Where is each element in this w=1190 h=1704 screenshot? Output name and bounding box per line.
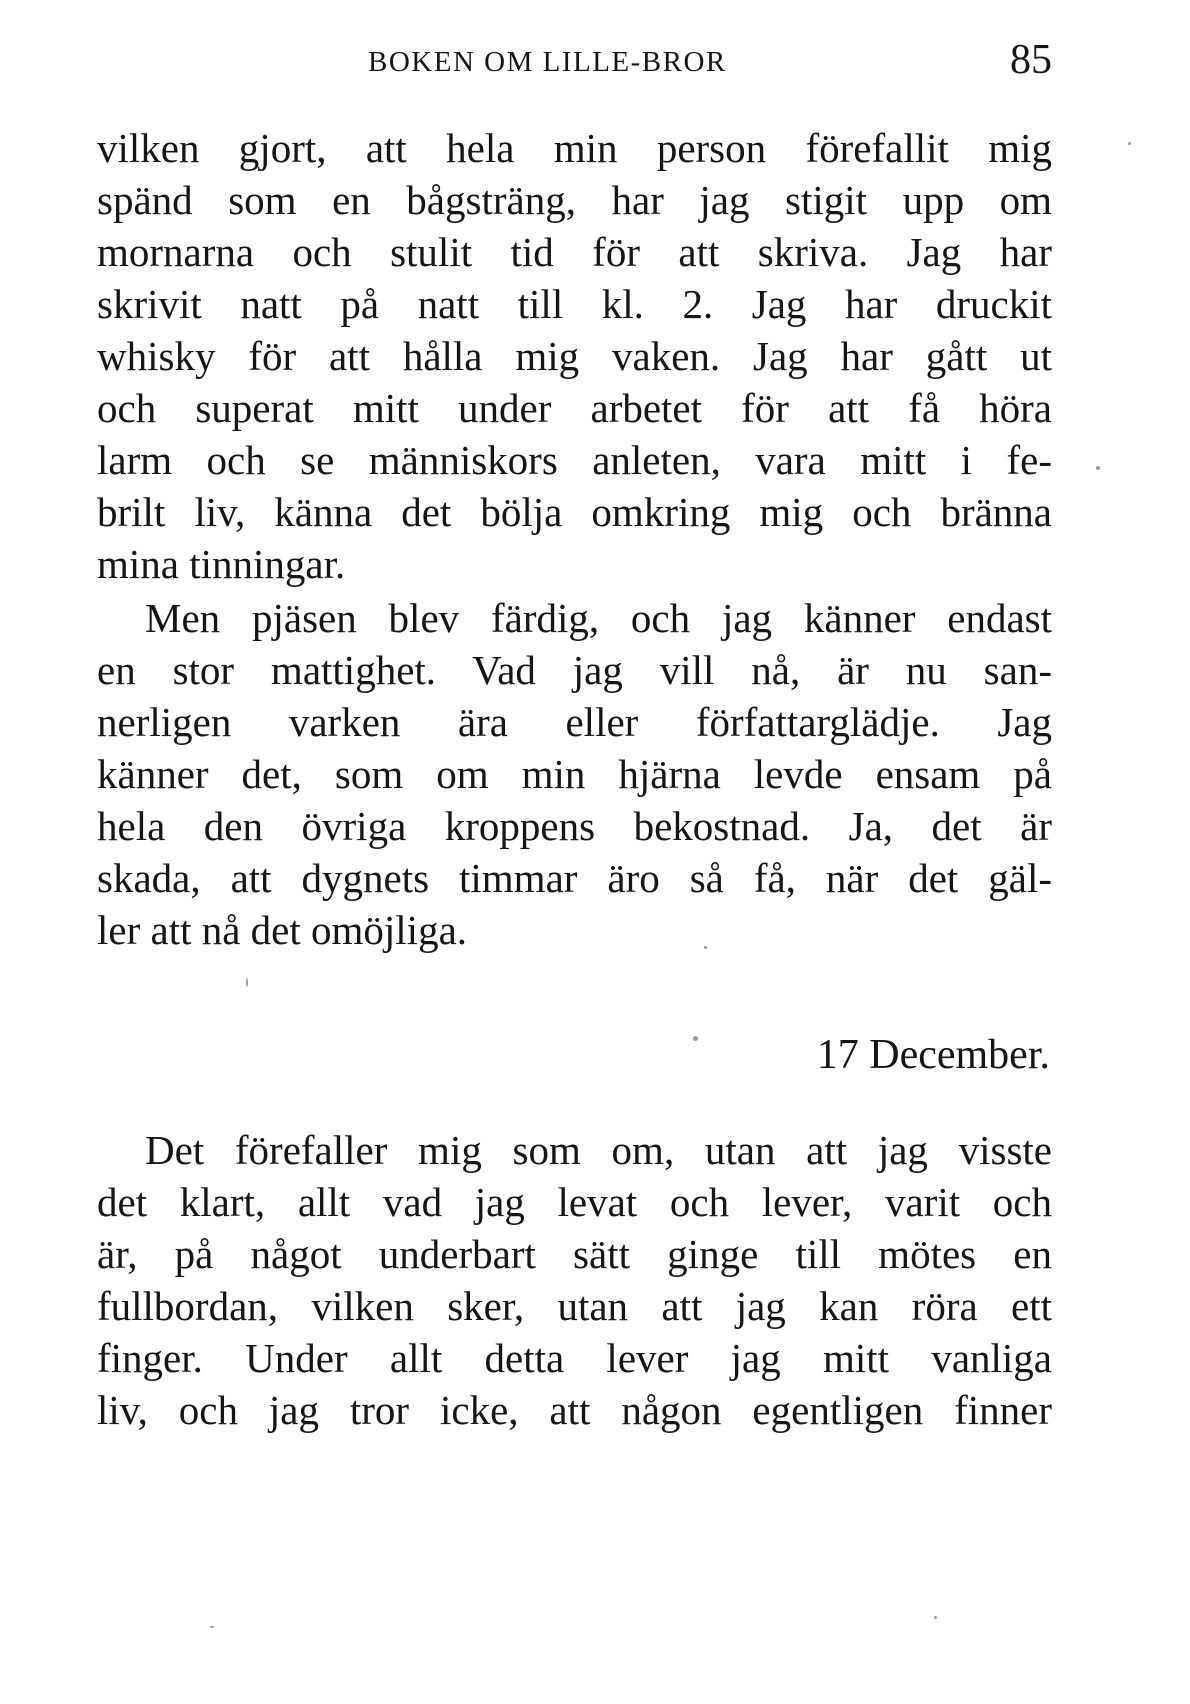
text-line: mornarna och stulit tid för att skriva. Jag har [97, 229, 1052, 275]
text-line: ler att nå det omöjliga. [97, 907, 468, 953]
scan-speck [1128, 142, 1131, 145]
paragraph [97, 592, 1052, 956]
page-number: 85 [1010, 37, 1052, 83]
text-line: känner det, som om min hjärna levde ensam på [97, 751, 1052, 797]
text-line: whisky för att hålla mig vaken. Jag har gått ut [97, 333, 1052, 379]
text-line: brilt liv, känna det bölja omkring mig och bränna [97, 489, 1052, 535]
text-line: det klart, allt vad jag levat och lever, varit och [97, 1179, 1052, 1225]
scan-speck [693, 1036, 698, 1041]
text-line: Men pjäsen blev färdig, och jag känner endast [145, 595, 1052, 641]
text-line: Det förefaller mig som om, utan att jag visste [145, 1127, 1052, 1173]
paragraph-continued [97, 122, 1052, 590]
scan-speck [210, 1626, 214, 1628]
text-line: spänd som en bågsträng, har jag stigit upp om [97, 177, 1052, 223]
text-line: skrivit natt på natt till kl. 2. Jag har druckit [97, 281, 1052, 327]
text-line: finger. Under allt detta lever jag mitt vanliga [97, 1335, 1052, 1381]
text-line: larm och se människors anleten, vara mitt i fe- [97, 437, 1052, 483]
text-line: fullbordan, vilken sker, utan att jag kan röra ett [97, 1283, 1052, 1329]
text-line: vilken gjort, att hela min person förefallit mig [97, 125, 1052, 171]
text-line: en stor mattighet. Vad jag vill nå, är nu san- [97, 647, 1052, 693]
text-line: nerligen varken ära eller författarglädje. Jag [97, 699, 1052, 745]
text-line: och superat mitt under arbetet för att få höra [97, 385, 1052, 431]
scan-speck [934, 1616, 937, 1619]
running-head: BOKEN OM LILLE-BROR [368, 46, 727, 78]
text-line: liv, och jag tror icke, att någon egentligen finner [97, 1387, 1052, 1433]
text-line: mina tinningar. [97, 541, 346, 587]
text-line: hela den övriga kroppens bekostnad. Ja, det är [97, 803, 1052, 849]
diary-date-heading: 17 December. [816, 1032, 1050, 1078]
paragraph [97, 1124, 1052, 1436]
scan-speck [246, 978, 248, 987]
text-line: är, på något underbart sätt ginge till mötes en [97, 1231, 1052, 1277]
scan-speck [1096, 466, 1100, 470]
text-line: skada, att dygnets timmar äro så få, när det gäl- [97, 855, 1052, 901]
scan-speck [704, 946, 707, 949]
